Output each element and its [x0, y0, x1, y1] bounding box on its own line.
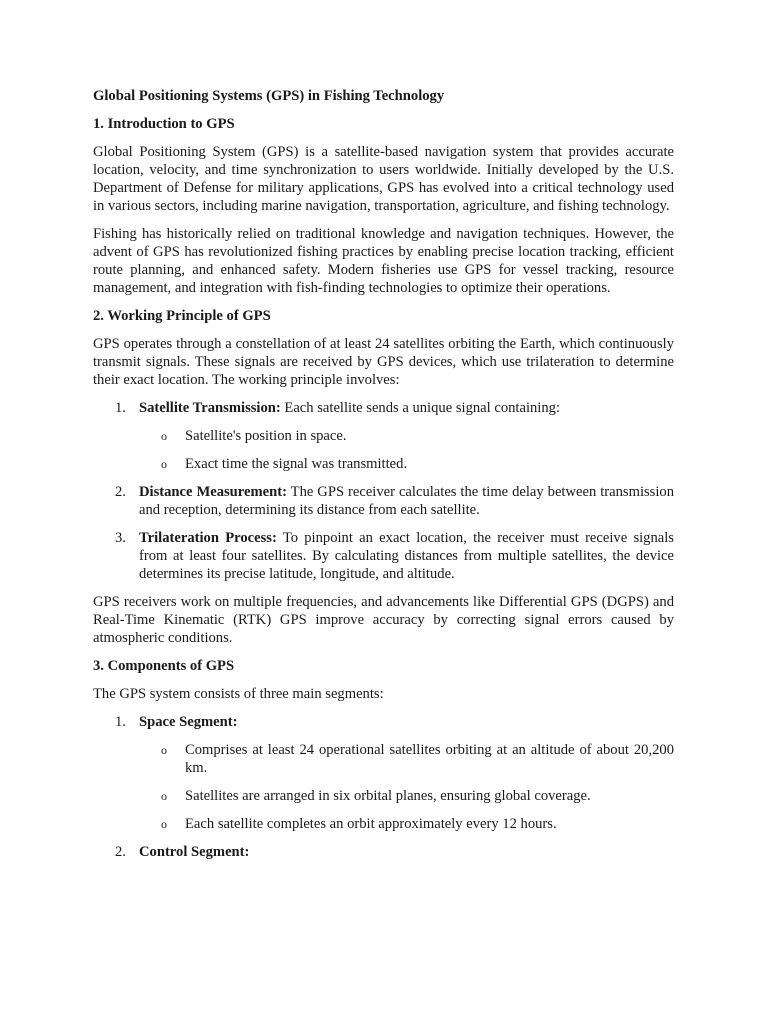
bullet-item	[139, 815, 674, 833]
list-number: 2.	[115, 844, 126, 860]
list-item-label: Control Segment:	[139, 844, 250, 860]
list-number: 1.	[115, 400, 126, 416]
document-page	[93, 87, 674, 871]
bullet-item	[139, 455, 674, 473]
paragraph: GPS operates through a constellation of at least 24 satellites orbiting the Earth, which continuously transmit signals. These signals are received by GPS devices, which use trilateration to determine their exact location. The working principle involves:	[93, 336, 674, 388]
list-item	[93, 529, 674, 583]
list-item-text: To pinpoint an exact location, the receiver must receive signals from at least four satellites. By calculating distances from multiple satellites, the device determines its precise latitude, longitude, and altitude.	[139, 530, 674, 582]
paragraph: The GPS system consists of three main segments:	[93, 686, 384, 702]
section-heading-working-principle: 2. Working Principle of GPS	[93, 308, 271, 324]
section-heading-introduction: 1. Introduction to GPS	[93, 116, 235, 132]
list-number: 1.	[115, 714, 126, 730]
list-number: 2.	[115, 484, 126, 500]
bullet-marker: o	[161, 817, 167, 831]
list-item-label: Space Segment:	[139, 714, 238, 730]
list-number: 3.	[115, 530, 126, 546]
paragraph: Global Positioning System (GPS) is a satellite-based navigation system that provides accurate location, velocity, and time synchronization to users worldwide. Initially developed by the U.S. Department of Defense for military applications, GPS has evolved into a critical technology used in various sectors, including marine navigation, transportation, agriculture, and fishing technology.	[93, 144, 674, 214]
list-item	[93, 843, 674, 861]
bullet-text: Comprises at least 24 operational satellites orbiting at an altitude of about 20,200 km.	[185, 742, 674, 776]
bullet-marker: o	[161, 429, 167, 443]
bullet-text: Exact time the signal was transmitted.	[185, 456, 408, 472]
list-item-label: Trilateration Process:	[139, 530, 277, 546]
list-item-label: Satellite Transmission:	[139, 400, 281, 416]
bullet-item	[139, 787, 674, 805]
list-item	[93, 399, 674, 473]
paragraph: Fishing has historically relied on traditional knowledge and navigation techniques. However, the advent of GPS has revolutionized fishing practices by enabling precise location tracking, efficient route planning, and enhanced safety. Modern fisheries use GPS for vessel tracking, resource management, and integration with fish-finding technologies to optimize their operations.	[93, 226, 674, 296]
bullet-text: Each satellite completes an orbit approximately every 12 hours.	[185, 816, 557, 832]
bullet-list	[139, 741, 674, 833]
bullet-item	[139, 427, 674, 445]
bullet-marker: o	[161, 789, 167, 803]
section-heading-components: 3. Components of GPS	[93, 658, 235, 674]
bullet-text: Satellites are arranged in six orbital planes, ensuring global coverage.	[185, 788, 591, 804]
numbered-list	[93, 399, 674, 583]
bullet-item	[139, 741, 674, 777]
paragraph: GPS receivers work on multiple frequencies, and advancements like Differential GPS (DGPS) and Real-Time Kinematic (RTK) GPS improve accuracy by correcting signal errors caused by atmospheric conditions.	[93, 594, 674, 646]
bullet-marker: o	[161, 743, 167, 757]
list-item	[93, 713, 674, 833]
list-item-label: Distance Measurement:	[139, 484, 287, 500]
bullet-text: Satellite's position in space.	[185, 428, 347, 444]
list-item	[93, 483, 674, 519]
list-item-text: Each satellite sends a unique signal containing:	[280, 400, 560, 416]
list-item-text: The GPS receiver calculates the time delay between transmission and reception, determining its distance from each satellite.	[139, 484, 675, 518]
numbered-list	[93, 713, 674, 861]
bullet-list	[139, 427, 674, 473]
bullet-marker: o	[161, 457, 167, 471]
document-title: Global Positioning Systems (GPS) in Fishing Technology	[93, 88, 445, 104]
